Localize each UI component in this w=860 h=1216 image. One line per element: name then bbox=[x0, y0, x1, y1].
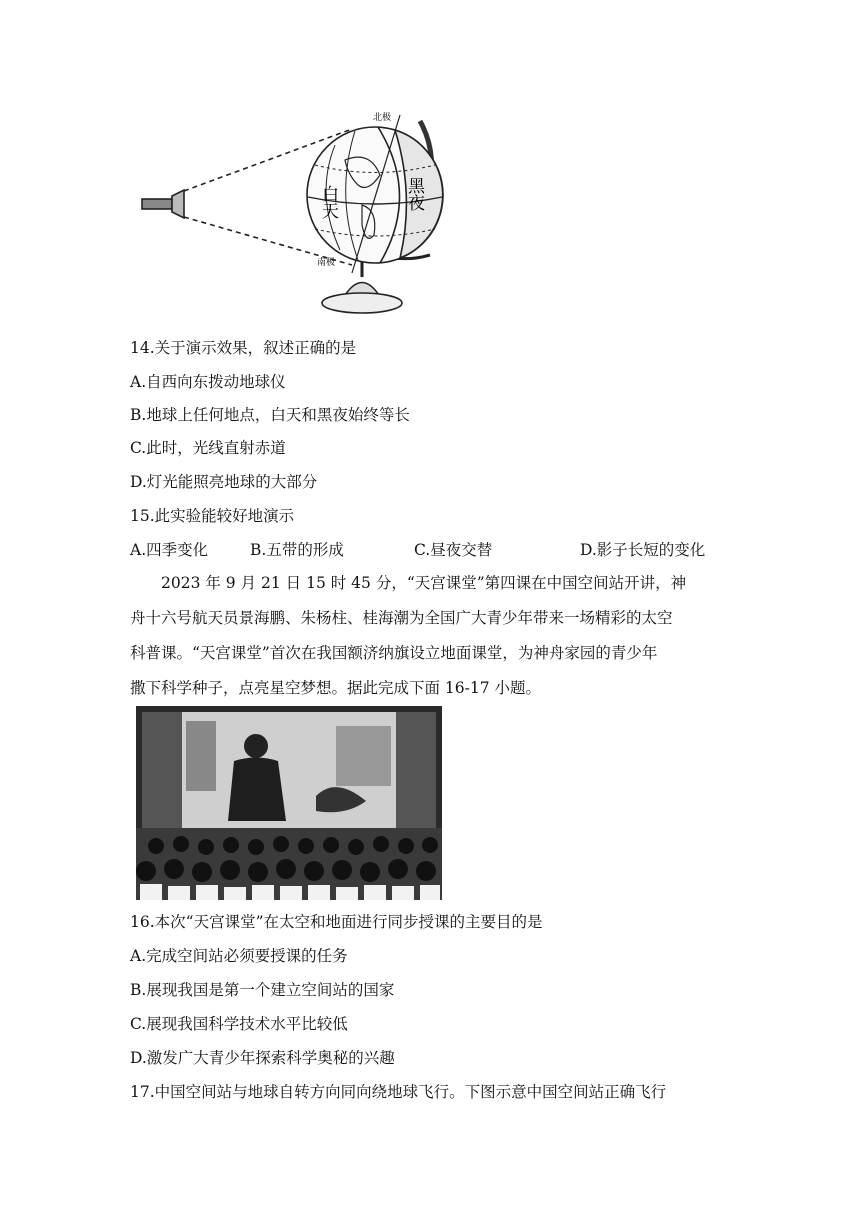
question-14-option-c: C.此时，光线直射赤道 bbox=[130, 439, 286, 457]
north-pole-label: 北极 bbox=[373, 113, 392, 123]
flashlight-head bbox=[172, 190, 184, 218]
question-16-option-c: C.展现我国科学技术水平比较低 bbox=[130, 1015, 348, 1033]
question-16-option-a: A.完成空间站必须要授课的任务 bbox=[130, 947, 348, 965]
night-label: 黑夜 bbox=[404, 177, 424, 211]
question-16-option-b: B.展现我国是第一个建立空间站的国家 bbox=[130, 981, 395, 999]
passage-line: 2023 年 9 月 21 日 15 时 45 分，“天宫课堂”第四课在中国空间站开讲，神 bbox=[161, 574, 687, 592]
question-17-stem: 17.中国空间站与地球自转方向同向绕地球飞行。下图示意中国空间站正确飞行 bbox=[130, 1083, 667, 1101]
flashlight-body bbox=[142, 199, 172, 209]
south-pole-label: 南极 bbox=[317, 258, 336, 268]
question-15-option-b: B.五带的形成 bbox=[250, 541, 344, 559]
question-14-stem: 14.关于演示效果，叙述正确的是 bbox=[130, 339, 357, 357]
day-label: 白天 bbox=[318, 185, 338, 219]
question-16-stem: 16.本次“天宫课堂”在太空和地面进行同步授课的主要目的是 bbox=[130, 913, 543, 931]
question-15-option-d: D.影子长短的变化 bbox=[580, 541, 706, 559]
question-15-option-a: A.四季变化 bbox=[130, 541, 209, 559]
question-15-stem: 15.此实验能较好地演示 bbox=[130, 507, 295, 525]
question-14-option-a: A.自西向东拨动地球仪 bbox=[130, 373, 286, 391]
globe-flashlight-figure bbox=[130, 105, 480, 325]
passage-line: 舟十六号航天员景海鹏、朱杨柱、桂海潮为全国广大青少年带来一场精彩的太空 bbox=[130, 609, 673, 627]
globe-base bbox=[322, 293, 402, 313]
question-14-option-b: B.地球上任何地点，白天和黑夜始终等长 bbox=[130, 406, 410, 424]
question-15-option-c: C.昼夜交替 bbox=[414, 541, 493, 559]
passage-line: 撒下科学种子，点亮星空梦想。据此完成下面 16-17 小题。 bbox=[130, 679, 542, 697]
question-15-options bbox=[130, 540, 705, 560]
passage bbox=[130, 566, 736, 706]
passage-line: 科普课。“天宫课堂”首次在我国额济纳旗设立地面课堂，为神舟家园的青少年 bbox=[130, 644, 658, 662]
question-16-option-d: D.激发广大青少年探索科学奥秘的兴趣 bbox=[130, 1049, 395, 1067]
question-14-option-d: D.灯光能照亮地球的大部分 bbox=[130, 473, 318, 491]
tiangong-classroom-photo bbox=[136, 706, 442, 900]
